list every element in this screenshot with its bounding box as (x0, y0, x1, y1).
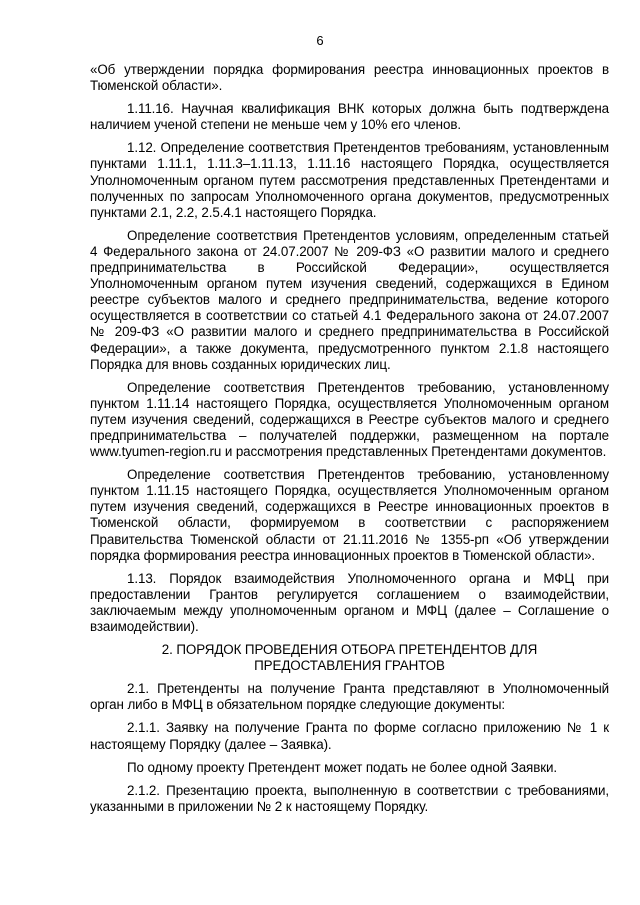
page-number: 6 (316, 33, 324, 48)
section-heading (90, 642, 609, 674)
section-heading-line-2: ПРЕДОСТАВЛЕНИЯ ГРАНТОВ (254, 658, 445, 674)
paragraph-2-1: 2.1. Претенденты на получение Гранта представляют в Уполномоченный орган либо в МФЦ в обязательном порядке следующие документы: (90, 681, 609, 713)
paragraph-1-12: 1.12. Определение соответствия Претендентов требованиям, установленным пунктами 1.11.1, 1.11.3–1.11.13, 1.11.16 настоящего Порядка, осуществляется Уполномоченным органом путем рассмотрения представленных Претендентами и полученных по запросам Уполномоченного органа документов, предусмотренных пунктами 2.1, 2.2, 2.5.4.1 настоящего Порядка. (90, 140, 609, 220)
paragraph-2-1-1: 2.1.1. Заявку на получение Гранта по форме согласно приложению № 1 к настоящему Порядку (далее – Заявка). (90, 720, 609, 752)
paragraph-2-1-2: 2.1.2. Презентацию проекта, выполненную в соответствии с требованиями, указанными в приложении № 2 к настоящему Порядку. (90, 782, 609, 814)
paragraph-continuation: «Об утверждении порядка формирования реестра инновационных проектов в Тюменской области». (90, 62, 609, 94)
paragraph-1-11-16: 1.11.16. Научная квалификация ВНК которых должна быть подтверждена наличием ученой степени не меньше чем у 10% его членов. (90, 101, 609, 133)
paragraph-one-application: По одному проекту Претендент может подать не более одной Заявки. (127, 759, 557, 775)
section-heading-line-1: 2. ПОРЯДОК ПРОВЕДЕНИЯ ОТБОРА ПРЕТЕНДЕНТОВ ДЛЯ (161, 642, 538, 658)
document-body (90, 62, 609, 822)
paragraph-smb-conditions: Определение соответствия Претендентов условиям, определенным статьей 4 Федерального закона от 24.07.2007 № 209-ФЗ «О развитии малого и среднего предпринимательства в Российской Федерации», осуществляется Уполномоченным органом путем изучения сведений, содержащихся в Едином реестре субъектов малого и среднего предпринимательства, ведение которого осуществляется в соответствии со статьей 4.1 Федерального закона от 24.07.2007 № 209-ФЗ «О развитии малого и среднего предпринимательства в Российской Федерации», а также документа, предусмотренного пунктом 2.1.8 настоящего Порядка для вновь созданных юридических лиц. (90, 227, 609, 372)
paragraph-1-11-15-check: Определение соответствия Претендентов требованию, установленному пунктом 1.11.15 настоящего Порядка, осуществляется Уполномоченным органом путем изучения сведений, содержащихся в Реестре инновационных проектов в Тюменской области, формируемом в соответствии с распоряжением Правительства Тюменской области от 21.11.2016 № 1355-рп «Об утверждении порядка формирования реестра инновационных проектов в Тюменской области». (90, 467, 609, 563)
paragraph-1-13: 1.13. Порядок взаимодействия Уполномоченного органа и МФЦ при предоставлении Грантов регулируется соглашением о взаимодействии, заключаемым между уполномоченным органом и МФЦ (далее – Соглашение о взаимодействии). (90, 570, 609, 634)
paragraph-1-11-14-check: Определение соответствия Претендентов требованию, установленному пунктом 1.11.14 настоящего Порядка, осуществляется Уполномоченным органом путем изучения сведений, содержащихся в Реестре субъектов малого и среднего предпринимательства – получателей поддержки, размещенном на портале www.tyumen-region.ru и рассмотрения представленных Претендентами документов. (90, 379, 609, 460)
